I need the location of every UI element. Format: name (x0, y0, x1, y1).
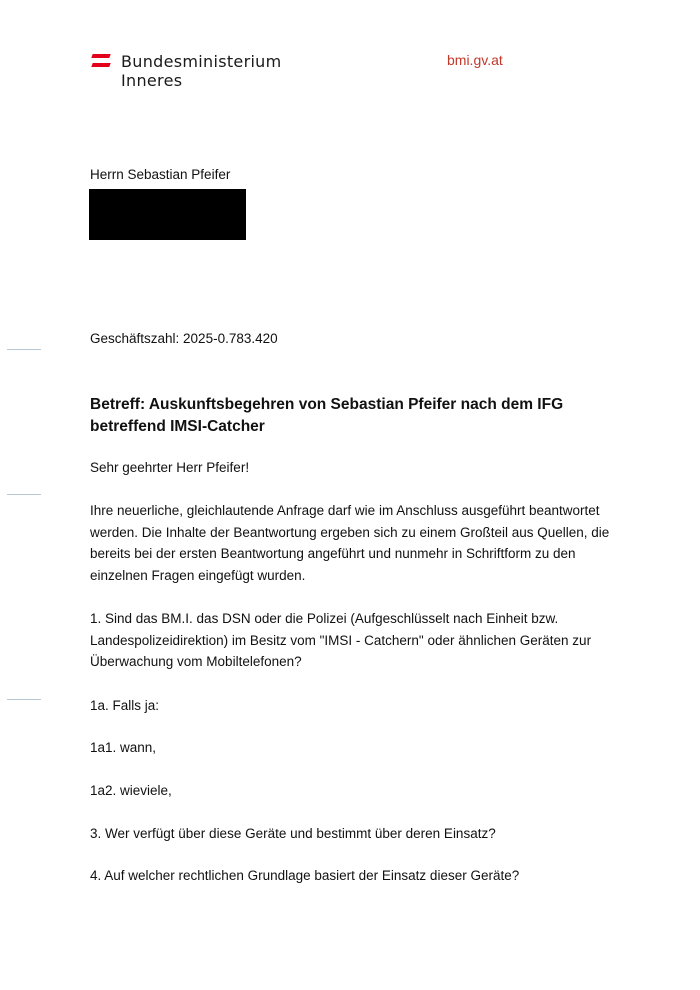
question-3 (90, 823, 610, 845)
question-1a2 (90, 780, 610, 802)
question-3-text: 3. Wer verfügt über diese Geräte und bestimmt über deren Einsatz? (90, 826, 496, 841)
fold-mark-top (7, 349, 41, 350)
punch-mark (7, 494, 41, 495)
ministry-name-line2: Inneres (121, 71, 183, 90)
ministry-logo (92, 52, 282, 90)
question-1a1 (90, 737, 610, 759)
question-1-text: 1. Sind das BM.I. das DSN oder die Polizei (Aufgeschlüsselt nach Einheit bzw. Landespolizeidirektion) im Besitz vom "IMSI - Catchern" oder ähnlichen Geräten zur Überwachung vom Mobiltelefonen? (90, 611, 592, 669)
website-link[interactable]: bmi.gv.at (447, 52, 503, 68)
question-1a1-text: 1a1. wann, (90, 740, 157, 755)
salutation (90, 457, 610, 479)
question-1a2-text: 1a2. wieviele, (90, 783, 172, 798)
austria-flag-icon (92, 54, 112, 70)
subject-heading: Betreff: Auskunftsbegehren von Sebastian Pfeifer nach dem IFG betreffend IMSI-Catcher (90, 396, 564, 435)
question-1a-text: 1a. Falls ja: (90, 698, 160, 713)
fold-mark-bottom (7, 699, 41, 700)
redacted-address (89, 189, 246, 240)
intro-text: Ihre neuerliche, gleichlautende Anfrage darf wie im Anschluss ausgeführt beantwortet werden. Die Inhalte der Beantwortung ergeben sich zu einem Großteil aus Quellen, die bereits bei der ersten Beantwortung angeführt und nunmehr in Schriftform zu den einzelnen Fragen eingefügt wurden. (90, 503, 610, 583)
ministry-name-line1: Bundesministerium (121, 52, 282, 71)
question-4 (90, 865, 610, 887)
ministry-name (121, 52, 282, 90)
salutation-text: Sehr geehrter Herr Pfeifer! (90, 460, 250, 475)
reference-number: Geschäftszahl: 2025-0.783.420 (90, 331, 278, 346)
question-1 (90, 608, 610, 673)
intro-paragraph (90, 500, 610, 586)
question-1a (90, 695, 610, 717)
recipient-name: Herrn Sebastian Pfeifer (90, 167, 231, 182)
question-4-text: 4. Auf welcher rechtlichen Grundlage basiert der Einsatz dieser Geräte? (90, 868, 520, 883)
